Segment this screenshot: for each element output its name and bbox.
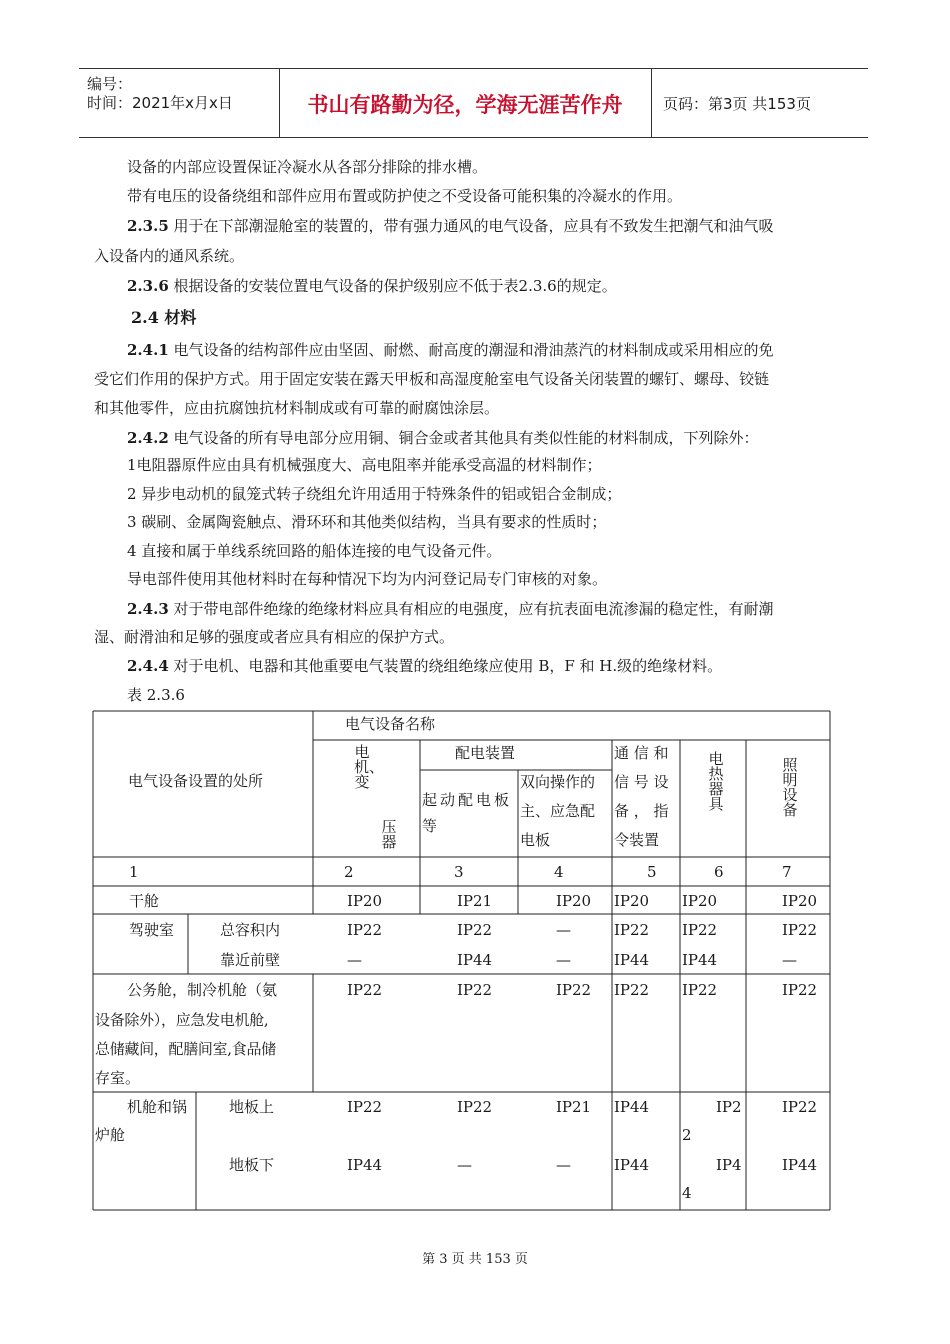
- table-cell: —: [457, 1156, 472, 1174]
- list-item: 4 直接和属于单线系统回路的船体连接的电气设备元件。: [127, 542, 502, 560]
- table-cell: IP22: [457, 1098, 493, 1116]
- col-number: 3: [454, 863, 464, 881]
- col-dual-header: 电板: [520, 831, 551, 849]
- paragraph: 入设备内的通风系统。: [94, 247, 245, 265]
- table-cell: IP22: [457, 981, 493, 999]
- table-cell: —: [347, 951, 362, 969]
- paragraph: 设备的内部应设置保证冷凝水从各部分排除的排水槽。: [127, 158, 488, 176]
- table-cell: IP22: [614, 981, 650, 999]
- col-number: 6: [714, 863, 724, 881]
- col-dual-header: 主、应急配: [520, 802, 596, 820]
- table-cell: IP22: [682, 981, 718, 999]
- table-cell: IP20: [347, 892, 383, 910]
- col-comm-header: 令装置: [614, 831, 660, 849]
- row-label: 存室。: [95, 1069, 141, 1087]
- equipment-header: 电气设备名称: [345, 715, 436, 733]
- row-label: 总储藏间，配膳间室,食品储: [95, 1040, 276, 1058]
- row-label: 设备除外），应急发电机舱,: [95, 1011, 269, 1029]
- table-cell: IP21: [457, 892, 493, 910]
- table-cell: IP4: [716, 1156, 742, 1174]
- row-label: 干舱: [129, 892, 160, 910]
- table-cell: IP20: [682, 892, 718, 910]
- table-cell: IP44: [614, 1156, 650, 1174]
- table-cell: IP22: [457, 921, 493, 939]
- col-lighting-header: 照明设备: [782, 756, 798, 819]
- clause-number: 2.4.4: [127, 657, 169, 675]
- date-label: 时间：2021年x月x日: [87, 94, 233, 112]
- table-cell: IP22: [682, 921, 718, 939]
- table-cell: 4: [682, 1184, 692, 1202]
- list-item: 1电阻器原件应由具有机械强度大、高电阻率并能承受高温的材料制作；: [127, 456, 602, 474]
- col-starter-header: 等: [422, 817, 438, 835]
- col-comm-header: 通 信 和: [614, 744, 669, 762]
- paragraph-text: 对于电机、电器和其他重要电气装置的绕组绝缘应使用 B，F 和 H.级的绝缘材料。: [173, 657, 723, 675]
- row-sublabel: 总容积内: [220, 921, 281, 939]
- page-footer: 第 3 页 共 153 页: [422, 1252, 528, 1267]
- table-cell: IP2: [716, 1098, 742, 1116]
- serial-label: 编号：: [87, 75, 133, 93]
- table-cell: IP22: [556, 981, 592, 999]
- paragraph-text: 电气设备的结构部件应由坚固、耐燃、耐高度的潮湿和滑油蒸汽的材料制成或采用相应的免: [173, 341, 774, 359]
- paragraph: 受它们作用的保护方式。用于固定安装在露天甲板和高湿度舱室电气设备关闭装置的螺钉、螺母、铰链: [94, 370, 770, 388]
- section-heading: 2.4 材料: [131, 308, 197, 327]
- clause-number: 2.3.5: [127, 217, 169, 235]
- row-sublabel: 地板上: [229, 1098, 275, 1116]
- col-comm-header: 信 号 设: [614, 773, 669, 791]
- col-heater-header: 电热器具: [708, 750, 724, 813]
- clause-number: 2.4.2: [127, 429, 169, 447]
- paragraph-text: 对于带电部件绝缘的绝缘材料应具有相应的电强度，应有抗表面电流渗漏的稳定性，有耐潮: [173, 600, 774, 618]
- table-cell: IP20: [614, 892, 650, 910]
- col-starter-header: 起动配电板: [422, 791, 513, 809]
- col-number: 2: [344, 863, 354, 881]
- table-cell: IP20: [782, 892, 818, 910]
- table-cell: IP22: [347, 1098, 383, 1116]
- paragraph: 带有电压的设备绕组和部件应用布置或防护使之不受设备可能积集的冷凝水的作用。: [127, 187, 683, 205]
- row-label: 炉舱: [95, 1126, 126, 1144]
- page-label: 页码：第3页 共153页: [663, 95, 811, 113]
- table-cell: IP22: [782, 921, 818, 939]
- table-cell: IP44: [347, 1156, 383, 1174]
- table-cell: —: [556, 921, 571, 939]
- clause-number: 2.3.6: [127, 277, 169, 295]
- col-number: 1: [129, 863, 139, 881]
- col-switchgear-header: 配电装置: [455, 744, 516, 762]
- table-cell: —: [556, 951, 571, 969]
- table-cell: IP44: [682, 951, 718, 969]
- table-cell: 2: [682, 1126, 692, 1144]
- clause-number: 2.4.1: [127, 341, 169, 359]
- table-cell: —: [782, 951, 797, 969]
- list-item: 3 碳刷、金属陶瓷触点、滑环环和其他类似结构，当具有要求的性质时；: [127, 513, 607, 531]
- table-cell: IP44: [614, 1098, 650, 1116]
- paragraph-text: 根据设备的安装位置电气设备的保护级别应不低于表2.3.6的规定。: [173, 277, 617, 295]
- col-number: 4: [554, 863, 564, 881]
- table-caption: 表 2.3.6: [127, 686, 185, 704]
- paragraph-text: 用于在下部潮湿舱室的装置的，带有强力通风的电气设备，应具有不致发生把潮气和油气吸: [173, 217, 774, 235]
- col-number: 5: [647, 863, 657, 881]
- clause-number: 2.4.3: [127, 600, 169, 618]
- table-cell: IP22: [782, 1098, 818, 1116]
- paragraph: 湿、耐滑油和足够的强度或者应具有相应的保护方式。: [94, 628, 455, 646]
- paragraph: 和其他零件，应由抗腐蚀抗材料制成或有可靠的耐腐蚀涂层。: [94, 399, 500, 417]
- table-cell: IP44: [782, 1156, 818, 1174]
- table-cell: —: [556, 1156, 571, 1174]
- table-cell: IP20: [556, 892, 592, 910]
- row-label: 机舱和锅: [127, 1098, 188, 1116]
- paragraph-text: 电气设备的所有导电部分应用铜、铜合金或者其他具有类似性能的材料制成，下列除外：: [173, 429, 759, 447]
- location-header: 电气设备设置的处所: [128, 772, 264, 790]
- motto: 书山有路勤为径，学海无涯苦作舟: [307, 93, 623, 117]
- table-cell: IP22: [614, 921, 650, 939]
- table-cell: IP44: [457, 951, 493, 969]
- table-cell: IP21: [556, 1098, 592, 1116]
- paragraph: 导电部件使用其他材料时在每种情况下均为内河登记局专门审核的对象。: [127, 570, 608, 588]
- row-sublabel: 靠近前壁: [220, 951, 281, 969]
- col-motor-header: 压器: [381, 818, 397, 851]
- table-cell: IP44: [614, 951, 650, 969]
- list-item: 2 异步电动机的鼠笼式转子绕组允许用适用于特殊条件的铝或铝合金制成；: [127, 485, 622, 503]
- row-label: 驾驶室: [129, 921, 175, 939]
- table-cell: IP22: [347, 921, 383, 939]
- table-cell: IP22: [782, 981, 818, 999]
- row-sublabel: 地板下: [229, 1156, 275, 1174]
- col-dual-header: 双向操作的: [520, 773, 596, 791]
- col-number: 7: [782, 863, 792, 881]
- col-comm-header: 备 ， 指: [614, 802, 669, 820]
- col-motor-header: 电机、变: [354, 743, 385, 791]
- row-label: 公务舱，制冷机舱（氨: [127, 981, 278, 999]
- table-cell: IP22: [347, 981, 383, 999]
